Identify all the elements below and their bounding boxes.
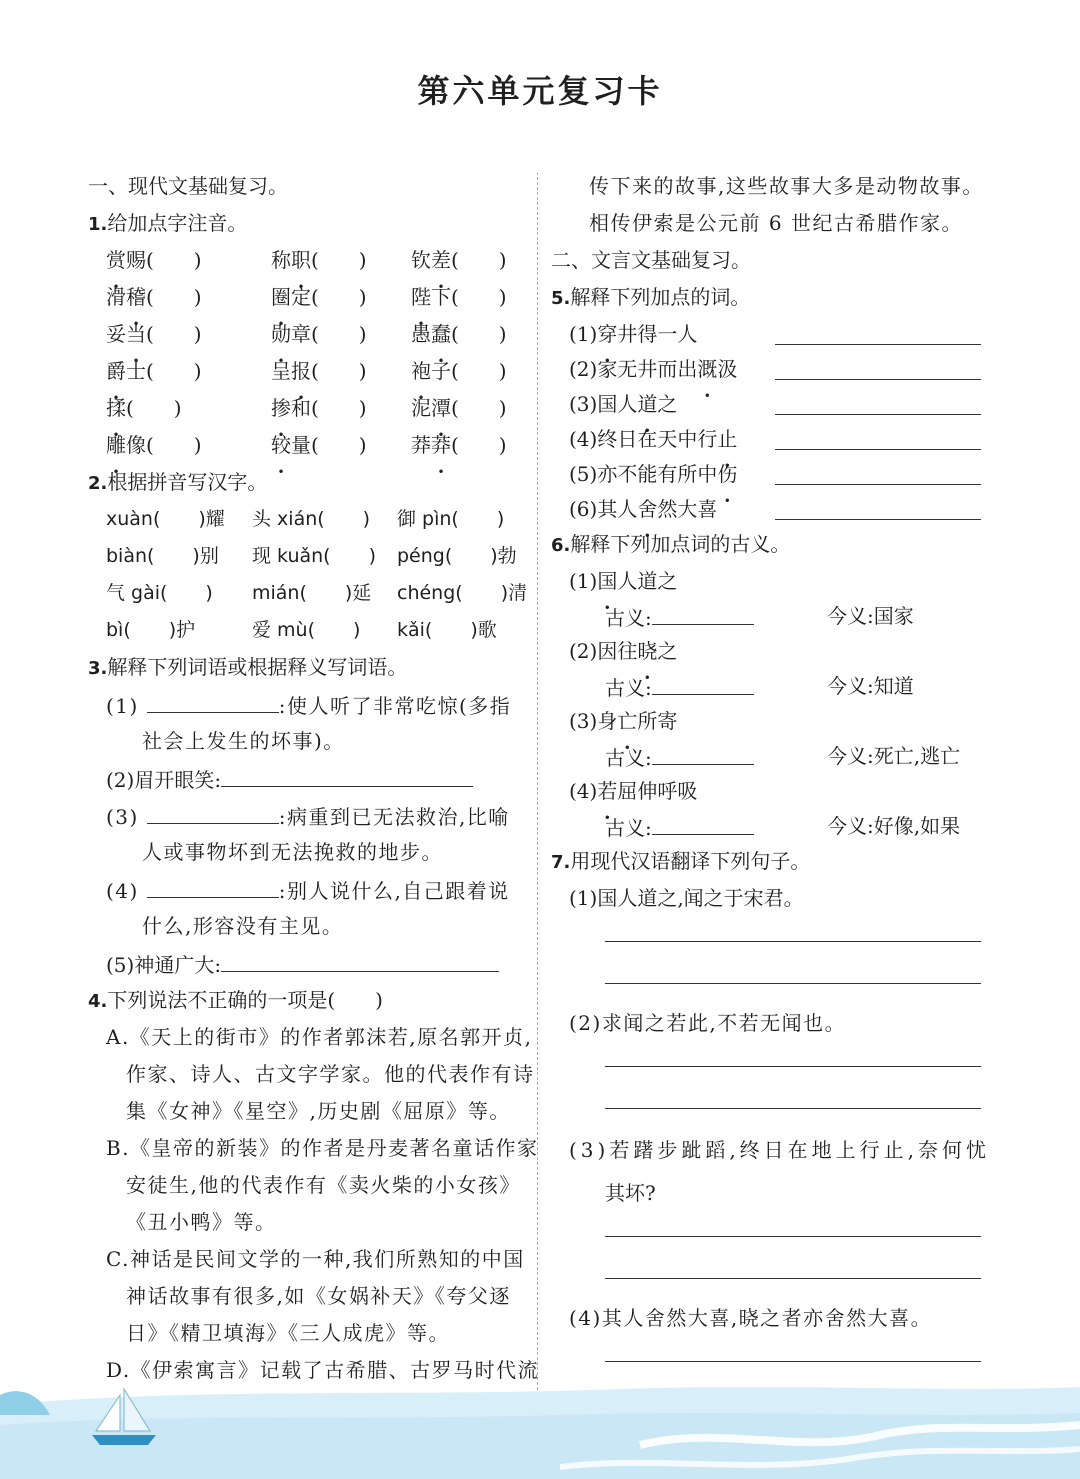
- q3-item-5: [88, 945, 526, 982]
- q6-item-text: (4): [569, 779, 598, 803]
- q2-item: 现 kuǎn( ): [252, 545, 377, 567]
- q3-item-3-text: :病重到已无法救治,比喻: [278, 805, 510, 829]
- q6-item-text: 所寄: [637, 709, 678, 733]
- q4-option-b-line2: 安徒生,他的代表作有《卖火柴的小女孩》: [126, 1173, 521, 1197]
- q1-item-text: 下( ): [431, 285, 507, 309]
- q1-dotted-char: 陛: [411, 285, 431, 309]
- q1-item-text: 定( ): [291, 285, 367, 309]
- q3-item-3-label: (3): [106, 805, 139, 829]
- q1-item: [271, 316, 411, 353]
- q1-item: [271, 427, 411, 464]
- q5-item: [551, 386, 991, 421]
- q6-item: [551, 773, 991, 808]
- q1-item-text: ( ): [126, 396, 182, 420]
- q5-answer-line[interactable]: [775, 519, 981, 520]
- q4-option-c-line1: C.神话是民间文学的一种,我们所熟知的中国: [106, 1247, 525, 1271]
- q6-text: 解释下列加点词的古义。: [570, 532, 791, 556]
- q3-item-5-blank[interactable]: [221, 945, 499, 972]
- q6-item: [551, 633, 991, 668]
- q6-item-text: 之: [657, 639, 678, 663]
- q6-dotted-char: 亡: [617, 709, 638, 733]
- q3-item-3-cont: 人或事物坏到无法挽救的地步。: [142, 840, 443, 864]
- q7-answer-line[interactable]: [551, 959, 991, 1001]
- q5-item-text: (4)终日在天中行: [569, 427, 718, 451]
- q3-number: 3.: [88, 658, 108, 679]
- q5-item-text: 井得一人: [617, 322, 698, 346]
- q1-item-text: 呈: [271, 359, 291, 383]
- q2-title: [88, 464, 526, 501]
- q7-answer-line[interactable]: [551, 1042, 991, 1084]
- q2-item: bì( )护: [106, 619, 196, 641]
- q1-title: [88, 205, 526, 242]
- q3-item-2-text: (2)眉开眼笑:: [106, 768, 222, 792]
- q6-dotted-char: 晓: [637, 639, 658, 663]
- q5-answer-line[interactable]: [775, 344, 981, 345]
- q1-item-text: 妥: [106, 322, 126, 346]
- q3-item-2: [88, 760, 526, 797]
- q6-dotted-char: 若: [597, 779, 618, 803]
- q1-item-text: 钦: [411, 248, 431, 272]
- q1-item: [106, 353, 271, 390]
- q6-item-text: (3)身: [569, 709, 618, 733]
- q2-item: 御 pìn( ): [397, 508, 505, 530]
- q4-option-d-line1: D.《伊索寓言》记载了古希腊、古罗马时代流: [106, 1358, 540, 1382]
- q5-item-text: 汲: [717, 357, 738, 381]
- q6-item-text: (2)因往: [569, 639, 638, 663]
- q1-dotted-char: 稽: [126, 285, 146, 309]
- q3-item-3: [88, 797, 526, 834]
- q2-item: biàn( )别: [106, 545, 219, 567]
- q6-gu-label: 古义:: [605, 746, 652, 770]
- page-title: 第六单元复习卡: [417, 72, 663, 110]
- q3-item-1-cont: 社会上发生的坏事)。: [142, 729, 345, 753]
- q1-item-text: 莽: [411, 433, 431, 457]
- q6-item: [551, 703, 991, 738]
- q5-dotted-char: 止: [717, 427, 738, 451]
- q2-item: péng( )勃: [397, 545, 517, 567]
- q2-item: xuàn( )耀: [106, 508, 225, 530]
- q1-item-text: 士( ): [126, 359, 202, 383]
- q6-jin-text: 今义:死亡,逃亡: [827, 744, 961, 768]
- q1-item-text: 子( ): [431, 359, 507, 383]
- q4-option-a-line3: 集《女神》《星空》,历史剧《屈原》等。: [126, 1099, 511, 1123]
- right-column: [551, 168, 991, 1421]
- q5-answer-line[interactable]: [775, 379, 981, 380]
- q1-item-text: 愚: [411, 322, 431, 346]
- q7-answer-line[interactable]: [551, 1212, 991, 1254]
- q5-number: 5.: [551, 288, 571, 309]
- q5-answer-line[interactable]: [775, 414, 981, 415]
- q4-text: 下列说法不正确的一项是( ): [107, 988, 383, 1012]
- q1-dotted-char: 潭: [431, 396, 451, 420]
- q5-answer-line[interactable]: [775, 449, 981, 450]
- q5-dotted-char: 穿: [597, 322, 618, 346]
- q5-text: 解释下列加点的词。: [570, 285, 751, 309]
- q3-item-3-blank[interactable]: [147, 797, 279, 824]
- q5-item: [551, 421, 991, 456]
- q5-dotted-char: 伤: [717, 462, 738, 486]
- section2-heading: 二、文言文基础复习。: [551, 248, 751, 272]
- q4-number: 4.: [88, 991, 108, 1012]
- q1-item-text: 泥: [411, 396, 431, 420]
- q5-title: [551, 279, 991, 316]
- q7-sentence-3-line1: (3)若躇步跐蹈,终日在地上行止,奈何忧: [569, 1138, 991, 1162]
- q2-item: chéng( )清: [397, 582, 528, 604]
- q6-item-text: (1): [569, 569, 598, 593]
- q1-item: [271, 353, 411, 390]
- q3-item-4-blank[interactable]: [147, 871, 279, 898]
- q1-dotted-char: 赏: [106, 248, 126, 272]
- q3-item-1: [88, 686, 526, 723]
- q2-text: 根据拼音写汉字。: [107, 470, 268, 494]
- q1-item-text: ( ): [451, 433, 507, 457]
- q1-item: [106, 279, 271, 316]
- q1-item: [411, 279, 531, 316]
- q1-item: [271, 242, 411, 279]
- q1-item-text: 滑: [106, 285, 126, 309]
- q4-option-b-line3: 《丑小鸭》等。: [126, 1210, 277, 1234]
- q3-item-1-blank[interactable]: [147, 686, 279, 713]
- q6-gu-blank[interactable]: [652, 598, 754, 625]
- q5-item-text: (6)其人: [569, 497, 638, 521]
- q5-item: [551, 456, 991, 491]
- q4-option-a-line1: A.《天上的街市》的作者郭沫若,原名郭开贞,: [106, 1025, 533, 1049]
- q1-dotted-char: 较: [271, 433, 291, 457]
- q4-option-c-line3: 日》《精卫填海》《三人成虎》等。: [126, 1321, 450, 1345]
- q6-meaning-row: [551, 668, 991, 703]
- q2-number: 2.: [88, 473, 108, 494]
- q5-answer-line[interactable]: [775, 484, 981, 485]
- q6-dotted-char: 国: [597, 569, 618, 593]
- q5-dotted-char: 溉: [697, 357, 718, 381]
- q6-gu-blank[interactable]: [652, 808, 754, 835]
- q1-item: [411, 316, 531, 353]
- q5-item: [551, 351, 991, 386]
- q1-dotted-char: 蠢: [431, 322, 451, 346]
- q1-dotted-char: 报: [291, 359, 311, 383]
- q1-item-text: 像( ): [126, 433, 202, 457]
- q4-title: [88, 982, 526, 1019]
- q7-text: 用现代汉语翻译下列句子。: [570, 849, 811, 873]
- q5-dotted-char: 道: [637, 392, 658, 416]
- q1-item-text: ( ): [146, 285, 202, 309]
- q5-item-text: 之: [657, 392, 678, 416]
- q1-dotted-char: 爵: [106, 359, 126, 383]
- q6-title: [551, 526, 991, 563]
- q6-gu-blank[interactable]: [652, 738, 754, 765]
- q5-dotted-char: 舍: [637, 497, 658, 521]
- q3-item-5-text: (5)神通广大:: [106, 953, 222, 977]
- q1-item: [411, 242, 531, 279]
- q7-answer-line[interactable]: [551, 1084, 991, 1126]
- q7-answer-line[interactable]: [551, 917, 991, 959]
- q6-jin-text: 今义:好像,如果: [827, 814, 961, 838]
- q3-item-4-cont: 什么,形容没有主见。: [142, 914, 344, 938]
- q3-text: 解释下列词语或根据释义写词语。: [107, 655, 408, 679]
- q4-option-a-line2: 作家、诗人、古文字学家。他的代表作有诗: [126, 1062, 535, 1086]
- q1-dotted-char: 圈: [271, 285, 291, 309]
- q7-title: [551, 843, 991, 880]
- q5-list: [551, 316, 991, 526]
- q3-item-2-blank[interactable]: [221, 760, 473, 787]
- q4-option-b-line1: B.《皇帝的新装》的作者是丹麦著名童话作家: [106, 1136, 539, 1160]
- q1-item-text: ( ): [451, 322, 507, 346]
- q3-item-4: [88, 871, 526, 908]
- q2-item: 爱 mù( ): [252, 619, 361, 641]
- q1-item: [411, 353, 531, 390]
- q6-jin-text: 今义:国家: [827, 604, 914, 628]
- q5-item-text: (5)亦不能有所中: [569, 462, 718, 486]
- q7-answer-line[interactable]: [551, 1337, 991, 1379]
- q1-dotted-char: 差: [431, 248, 451, 272]
- q7-sentence-2: (2)求闻之若此,不若无闻也。: [569, 1011, 847, 1035]
- column-divider: [537, 172, 538, 1390]
- q5-item-text: (1): [569, 322, 598, 346]
- q6-number: 6.: [551, 535, 571, 556]
- q1-dotted-char: 勋: [271, 322, 291, 346]
- q7-sentence-1: (1)国人道之,闻之于宋君。: [569, 886, 804, 910]
- q1-item-text: 赐( ): [126, 248, 202, 272]
- q6-gu-label: 古义:: [605, 606, 652, 630]
- q1-dotted-char: 莽: [431, 433, 451, 457]
- q5-item-text: (2)家无井而出: [569, 357, 698, 381]
- q1-number: 1.: [88, 214, 108, 235]
- section1-heading: 一、现代文基础复习。: [88, 174, 288, 198]
- q4-option-d-line3: 相传伊索是公元前 6 世纪古希腊作家。: [589, 211, 963, 235]
- q1-dotted-char: 雕: [106, 433, 126, 457]
- q1-dotted-char: 职: [291, 248, 311, 272]
- q2-item: 头 xián( ): [252, 508, 371, 530]
- q6-meaning-row: [551, 808, 991, 843]
- q7-answer-line[interactable]: [551, 1254, 991, 1296]
- q1-item: [271, 390, 411, 427]
- q1-item: [106, 316, 271, 353]
- q1-item-text: 称: [271, 248, 291, 272]
- q7-number: 7.: [551, 852, 571, 873]
- q2-grid: [88, 501, 526, 649]
- q1-item-text: 和( ): [291, 396, 367, 420]
- q1-item-text: 量( ): [291, 433, 367, 457]
- q3-title: [88, 649, 526, 686]
- q2-item: kǎi( )歌: [397, 619, 497, 641]
- q2-item: mián( )延: [252, 582, 372, 604]
- q1-item: [411, 390, 531, 427]
- q1-text: 给加点字注音。: [107, 211, 248, 235]
- q7-sentence-4: (4)其人舍然大喜,晓之者亦舍然大喜。: [569, 1306, 933, 1330]
- q1-item-text: ( ): [311, 248, 367, 272]
- q3-item-1-text: :使人听了非常吃惊(多指: [278, 694, 512, 718]
- q3-item-4-label: (4): [106, 879, 139, 903]
- q6-meaning-row: [551, 738, 991, 773]
- q6-list: [551, 563, 991, 843]
- q6-jin-text: 今义:知道: [827, 674, 914, 698]
- q1-item: [106, 390, 271, 427]
- q1-dotted-char: 当: [126, 322, 146, 346]
- q1-item-text: 章( ): [291, 322, 367, 346]
- q6-gu-label: 古义:: [605, 676, 652, 700]
- q1-item-text: ( ): [451, 248, 507, 272]
- q6-item-text: 人道之: [617, 569, 678, 593]
- q1-item: [271, 279, 411, 316]
- q4-option-d-line2: 传下来的故事,这些故事大多是动物故事。: [589, 174, 984, 198]
- q2-item: 气 gài( ): [106, 582, 213, 604]
- q1-dotted-char: 掺: [271, 396, 291, 420]
- q5-item-text: (3)国人: [569, 392, 638, 416]
- q1-item: [106, 427, 271, 464]
- q5-item: [551, 491, 991, 526]
- q6-item-text: 屈伸呼吸: [617, 779, 698, 803]
- q5-item: [551, 316, 991, 351]
- decorative-wave-footer: [0, 1385, 1080, 1479]
- q1-item: [106, 242, 271, 279]
- q5-item-text: 然大喜: [657, 497, 718, 521]
- q1-item-text: ( ): [146, 322, 202, 346]
- q1-item: [411, 427, 531, 464]
- q6-item: [551, 563, 991, 598]
- q1-item-text: ( ): [311, 359, 367, 383]
- q3-item-1-label: (1): [106, 694, 139, 718]
- q4-option-c-line2: 神话故事有很多,如《女娲补天》《夸父逐: [126, 1284, 511, 1308]
- q7-sentence-3-line2: 其坏?: [605, 1181, 656, 1205]
- q1-dotted-char: 揉: [106, 396, 126, 420]
- q3-item-4-text: :别人说什么,自己跟着说: [278, 879, 510, 903]
- q6-gu-blank[interactable]: [652, 668, 754, 695]
- q1-grid: [88, 242, 526, 464]
- left-column: [88, 168, 540, 1389]
- q1-item-text: ( ): [451, 396, 507, 420]
- q6-meaning-row: [551, 598, 991, 633]
- q1-dotted-char: 袍: [411, 359, 431, 383]
- q6-gu-label: 古义:: [605, 816, 652, 840]
